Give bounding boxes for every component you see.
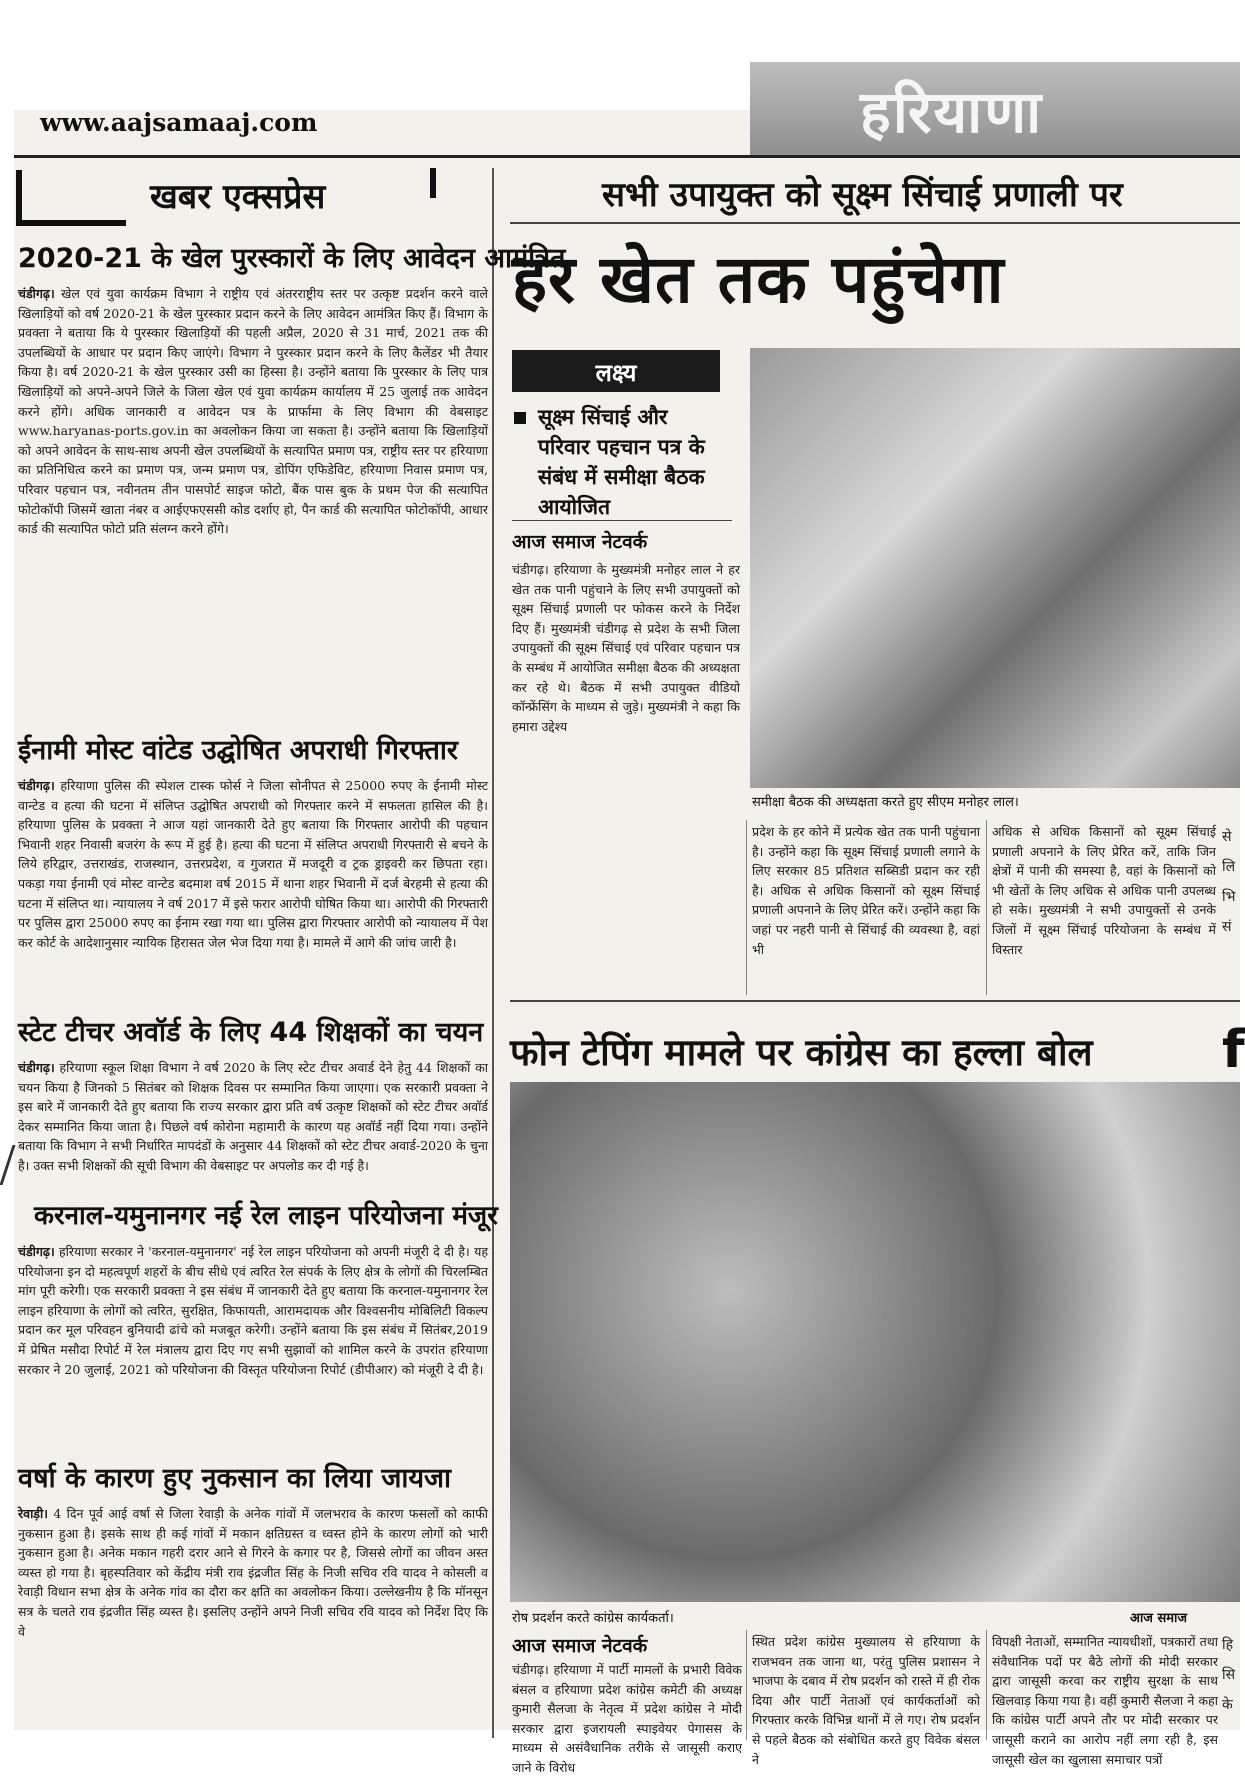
second-photo-caption: रोष प्रदर्शन करते कांग्रेस कार्यकर्ता। (512, 1611, 674, 1626)
lead-column-1: चंडीगढ़। हरियाणा के मुख्यमंत्री मनोहर लाल ने हर खेत तक पानी पहुंचाने के लिए सभी उपायुक्तों को सूक्ष्म सिंचाई प्रणाली पर फोकस करने के निर्देश दिए हैं। मुख्यमंत्री चंडीगढ़ से प्रदेश के सभी जिला उपायुक्तों की सूक्ष्म सिंचाई एवं परिवार पहचान पत्र के सम्बंध में आयोजित समीक्षा बैठक की अध्यक्षता कर रहे थे। बैठक में सभी उपायुक्त वीडियो कॉन्फ्रेंसिंग के माध्यम से जुड़े। मुख्यमंत्री ने कहा कि हमारा उद्देश्य (512, 562, 740, 734)
second-photo-credit: आज समाज (1130, 1611, 1188, 1626)
second-column-3: विपक्षी नेताओं, सम्मानित न्यायधीशों, पत्रकारों तथा संवैधानिक पदों पर बैठे लोगों की मोदी सरकार द्वारा जासूसी करवा कर राष्ट्रीय सुरक्षा के साथ खिलवाड़ किया गया है। वहीं कुमारी सैलजा ने कहा कि कांग्रेस पार्टी अपने तौर पर मोदी सरकार पर जासूसी कराने का आरोप नहीं लगा रही है, इस जासूसी खेल का खुलासा समाचार पत्रों (992, 1634, 1218, 1767)
lead-kicker: सभी उपायुक्त को सूक्ष्म सिंचाई प्रणाली पर (602, 175, 1123, 215)
protest-photo (510, 1082, 1240, 1602)
lead-column-divider-2 (986, 820, 987, 995)
story-4-body: चंडीगढ़। हरियाणा सरकार ने 'करनाल-यमुनानगर' नई रेल लाइन परियोजना को अपनी मंजूरी दे दी है। यह परियोजना इन दो महत्वपूर्ण शहरों के बीच सीधे एवं त्वरित रेल संपर्क के लिए क्षेत्र के लोगों की चिरलम्बित मांग पूरी करेगी। एक सरकारी प्रवक्ता ने इस संबंध में जानकारी देते हुए बताया कि करनाल-यमुनानगर रेल लाइन हरियाणा के लोगों को त्वरित, सुरक्षित, किफायती, आरामदायक और विश्वसनीय मोबिलिटी विकल्प प्रदान कर मूल परिवहन बुनियादी ढांचे को मजबूत करेगी। उन्होंने बताया कि इस संबंध में सितंबर,2019 में प्रेषित मसौदा रिपोर्ट में रेल मंत्रालय द्वारा दिए गए सभी सुझावों को शामिल करने के उपरांत हरियाणा सरकार ने 20 जुलाई, 2021 को परियोजना की विस्तृत परियोजना रिपोर्ट (डीपीआर) को मंजूरी दे दी है। (18, 1244, 488, 1377)
story-1-body: चंडीगढ़। खेल एवं युवा कार्यक्रम विभाग ने राष्ट्रीय एवं अंतरराष्ट्रीय स्तर पर उत्कृष्ट प्रदर्शन करने वाले खिलाड़ियों को वर्ष 2020-21 के खेल पुरस्कार प्रदान करने के लिए आवेदन आमंत्रित किए हैं। विभाग के प्रवक्ता ने बताया कि ये पुरस्कार खिलाड़ियों की पहली अप्रैल, 2020 से 31 मार्च, 2021 तक की उपलब्धियों के आधार पर प्रदान किए जाएंगे। विभाग ने पुरस्कार प्रदान करने के लिए कैलेंडर भी तैयार किया है। वर्ष 2020-21 के खेल पुरस्कार उसी का हिस्सा है। उन्होंने बताया कि पुरस्कार के लिए पात्र खिलाड़ियों को अपने-अपने जिले के जिला खेल एवं युवा कार्यक्रम कार्यालय में 25 जुलाई तक आवेदन करने होंगे। अधिक जानकारी व आवेदन पत्र के प्रार्फामा के लिए विभाग की वेबसाइट www.haryanas-ports.gov.in का अवलोकन किया जा सकता है। उन्होंने बताया कि खिलाड़ियों को अपने आवेदन के साथ-साथ अपनी खेल उपलब्धियों के सत्यापित प्रमाण पत्र, राष्ट्रीय स्तर पर हरियाणा का प्रतिनिधित्व करने का प्रमाण पत्र, जन्म प्रमाण पत्र, डोपिंग एफिडेविट, हरियाणा निवास प्रमाण पत्र, परिवार पहचान पत्र, नवीनतम तीन पासपोर्ट साइज फोटो, बैंक पास बुक के प्रथम पेज की सत्यापित फोटोकॉपी जिसमें खाता नंबर व आईएफएससी कोड दर्शाए हो, पैन कार्ड की सत्यापित फोटोकॉपी, आधार कार्ड की सत्यापित फोटो प्रति संलग्न करने होंगे। (18, 286, 488, 537)
subhead-rule (512, 520, 732, 521)
second-byline: आज समाज नेटवर्क (512, 1635, 648, 1657)
lead-photo-caption: समीक्षा बैठक की अध्यक्षता करते हुए सीएम मनोहर लाल। (752, 795, 1019, 810)
story-3-body: चंडीगढ़। हरियाणा स्कूल शिक्षा विभाग ने वर्ष 2020 के लिए स्टेट टीचर अवार्ड देने हेतु 44 शिक्षकों का चयन किया है जिनको 5 सितंबर को शिक्षक दिवस पर सम्मानित किया जाएगा। एक सरकारी प्रवक्ता ने इस बारे में जानकारी देते हुए बताया कि राज्य सरकार द्वारा प्रति वर्ष उत्कृष्ट शिक्षकों को स्टेट टीचर अवॉर्ड देकर सम्मानित किया जाता है। पिछले वर्ष कोरोना महामारी के कारण यह अवॉर्ड नहीं दिया गया। उन्होंने बताया कि विभाग ने सभी निर्धारित मापदंडों के अनुसार 44 शिक्षकों को स्टेट टीचर अवार्ड-2020 के चुना है। उक्त सभी शिक्षकों की सूची विभाग की वेबसाइट पर अपलोड कर दी गई है। (18, 1060, 488, 1173)
express-frame-bottom (16, 220, 126, 226)
story-5-body: रेवाड़ी। 4 दिन पूर्व आई वर्षा से जिला रेवाड़ी के अनेक गांवों में जलभराव के कारण फसलों को काफी नुकसान हुआ है। इसके साथ ही कई गांवों में मकान क्षतिग्रस्त व ध्वस्त होने के कारण लोगों को भारी नुकसान हुआ है। अनेक मकान गहरी दरार आने से गिरने के कगार पर है, जिससे लोगों का जीवन अस्त व्यस्त हो गया है। बृहस्पतिवार को केंद्रीय मंत्री राव इंद्रजीत सिंह के निजी सचिव रवि यादव ने कोसली व रेवाड़ी विधान सभा क्षेत्र के अनेक गांव का दौरा कर क्षति का अवलोकन किया। उल्लेखनीय है कि मॉनसून सत्र के चलते राव इंद्रजीत सिंह व्यस्त है। इसलिए उन्होंने अपने निजी सचिव रवि यादव को निर्देश दिए कि वे (18, 1506, 488, 1639)
express-frame-left (16, 170, 22, 226)
bullet-square-icon (514, 412, 526, 424)
lead-column-3: अधिक से अधिक किसानों को सूक्ष्म सिंचाई प्रणाली अपनाने के लिए प्रेरित करें, ताकि जिन क्षेत्रों में पानी की समस्या है, वहां के किसानों को भी खेतों के लिए अधिक से अधिक पानी उपलब्ध हो सके। मुख्यमंत्री ने सभी उपायुक्तों से उनके जिलों में सूक्ष्म सिंचाई परियोजना के सम्बंध में विस्तार (992, 824, 1216, 957)
goal-label: लक्ष्य (595, 359, 637, 387)
second-column-1: चंडीगढ़। हरियाणा में पार्टी मामलों के प्रभारी विवेक बंसल व हरियाणा प्रदेश कांग्रेस कमेटी की अध्यक्ष कुमारी सैलजा के नेतृत्व में प्रदेश कांग्रेस ने मोदी सरकार द्वारा इजरायली स्पाइवेयर पेगासस के माध्यम से असंवैधानिक तरीके से जासूसी कराए जाने के विरोध (512, 1662, 742, 1775)
lead-subhead: सूक्ष्म सिंचाई और परिवार पहचान पत्र के संबंध में समीक्षा बैठक आयोजित (538, 405, 705, 519)
second-column-divider-2 (986, 1630, 987, 1740)
lead-headline: हर खेत तक पहुंचेगा (512, 241, 1005, 318)
story-4-headline: करनाल-यमुनानगर नई रेल लाइन परियोजना मंजूर (34, 1201, 498, 1231)
story-3-headline: स्टेट टीचर अवॉर्ड के लिए 44 शिक्षकों का चयन (18, 1017, 484, 1048)
lead-column-4-edge: से लि भि सं (1222, 829, 1236, 935)
story-5-headline: वर्षा के कारण हुए नुकसान का लिया जायजा (18, 1463, 452, 1494)
section-title-express: खबर एक्सप्रेस (150, 177, 326, 217)
lead-column-divider-1 (746, 820, 747, 995)
column-divider (492, 168, 494, 1738)
story-1-headline: 2020-21 के खेल पुरस्कारों के लिए आवेदन आमंत्रित (18, 243, 566, 274)
second-column-4-edge: हि सि के (1222, 1637, 1236, 1713)
second-column-2: स्थित प्रदेश कांग्रेस मुख्यालय से हरियाणा के राजभवन तक जाना था, परंतु पुलिस प्रशासन ने भाजपा के दबाव में रोष प्रदर्शन को रास्ते में ही रोक दिया और पार्टी नेताओं एवं कार्यकर्ताओं को गिरफ्तार करके विभिन्न थानों में ले गए। रोष प्रदर्शन से पहले बैठक को संबोधित करते हुए विवेक बंसल ने (752, 1634, 980, 1767)
second-column-divider-1 (746, 1630, 747, 1740)
express-frame-right (430, 168, 436, 198)
website-url: www.aajsamaaj.com (40, 108, 318, 137)
next-headline-edge: f (1222, 1020, 1245, 1080)
meeting-photo (750, 348, 1240, 788)
second-headline: फोन टेपिंग मामले पर कांग्रेस का हल्ला बोल (510, 1031, 1093, 1074)
story-2-body: चंडीगढ़। हरियाणा पुलिस की स्पेशल टास्क फोर्स ने जिला सोनीपत से 25000 रुपए के ईनामी मोस्ट वान्टेड व हत्या की घटना में संलिप्त उद्घोषित अपराधी को गिरफ्तार करने में सफलता हासिल की है। हरियाणा पुलिस के प्रवक्ता ने आज यहां जानकारी देते हुए बताया कि गिरफ्तार आरोपी की पहचान भिवानी शहर निवासी बजरंग के रूप में हुई है। हत्या की घटना में संलिप्त अपराधी गिरफ्तारी से बचने के लिये हरिद्वार, उत्तराखंड, राजस्थान, उत्तरप्रदेश, व गुजरात में मजदूरी व ट्रक ड्राइवरी कर छिपता रहा। पकड़ा गया ईनामी एवं मोस्ट वान्टेड बदमाश वर्ष 2015 में थाना शहर भिवानी में दर्ज बेरहमी से हत्या की घटना में संलिप्त था। न्यायालय ने वर्ष 2017 में इसे फरार आरोपी घोषित किया था। आरोपी की गिरफ्तारी पर पुलिस द्वारा 25000 रुपए का ईनाम रखा गया था। पुलिस द्वारा गिरफ्तार आरोपी को न्यायालय में पेश कर कोर्ट के आदेशानुसार न्यायिक हिरासत जेल भेज दिया गया है। मामले में आगे की जांच जारी है। (18, 778, 488, 950)
lead-byline: आज समाज नेटवर्क (512, 531, 648, 553)
state-title: हरियाणा (860, 78, 1044, 146)
lead-column-2: प्रदेश के हर कोने में प्रत्येक खेत तक पानी पहुंचाना है। उन्होंने कहा कि सूक्ष्म सिंचाई प्रणाली लगाने के लिए सरकार 85 प्रतिशत सब्सिडी प्रदान कर रही है। अधिक से अधिक किसानों को सूक्ष्म सिंचाई प्रणाली अपनाने के लिए प्रेरित करें। उन्होंने कहा कि जहां पर नहरी पानी से सिंचाई की व्यवस्था है, वहां भी (752, 824, 980, 957)
kicker-rule (510, 222, 1240, 224)
masthead-rule (14, 155, 1240, 158)
story-2-headline: ईनामी मोस्ट वांटेड उद्घोषित अपराधी गिरफ्तार (18, 735, 458, 766)
second-story-rule (510, 1000, 1240, 1002)
